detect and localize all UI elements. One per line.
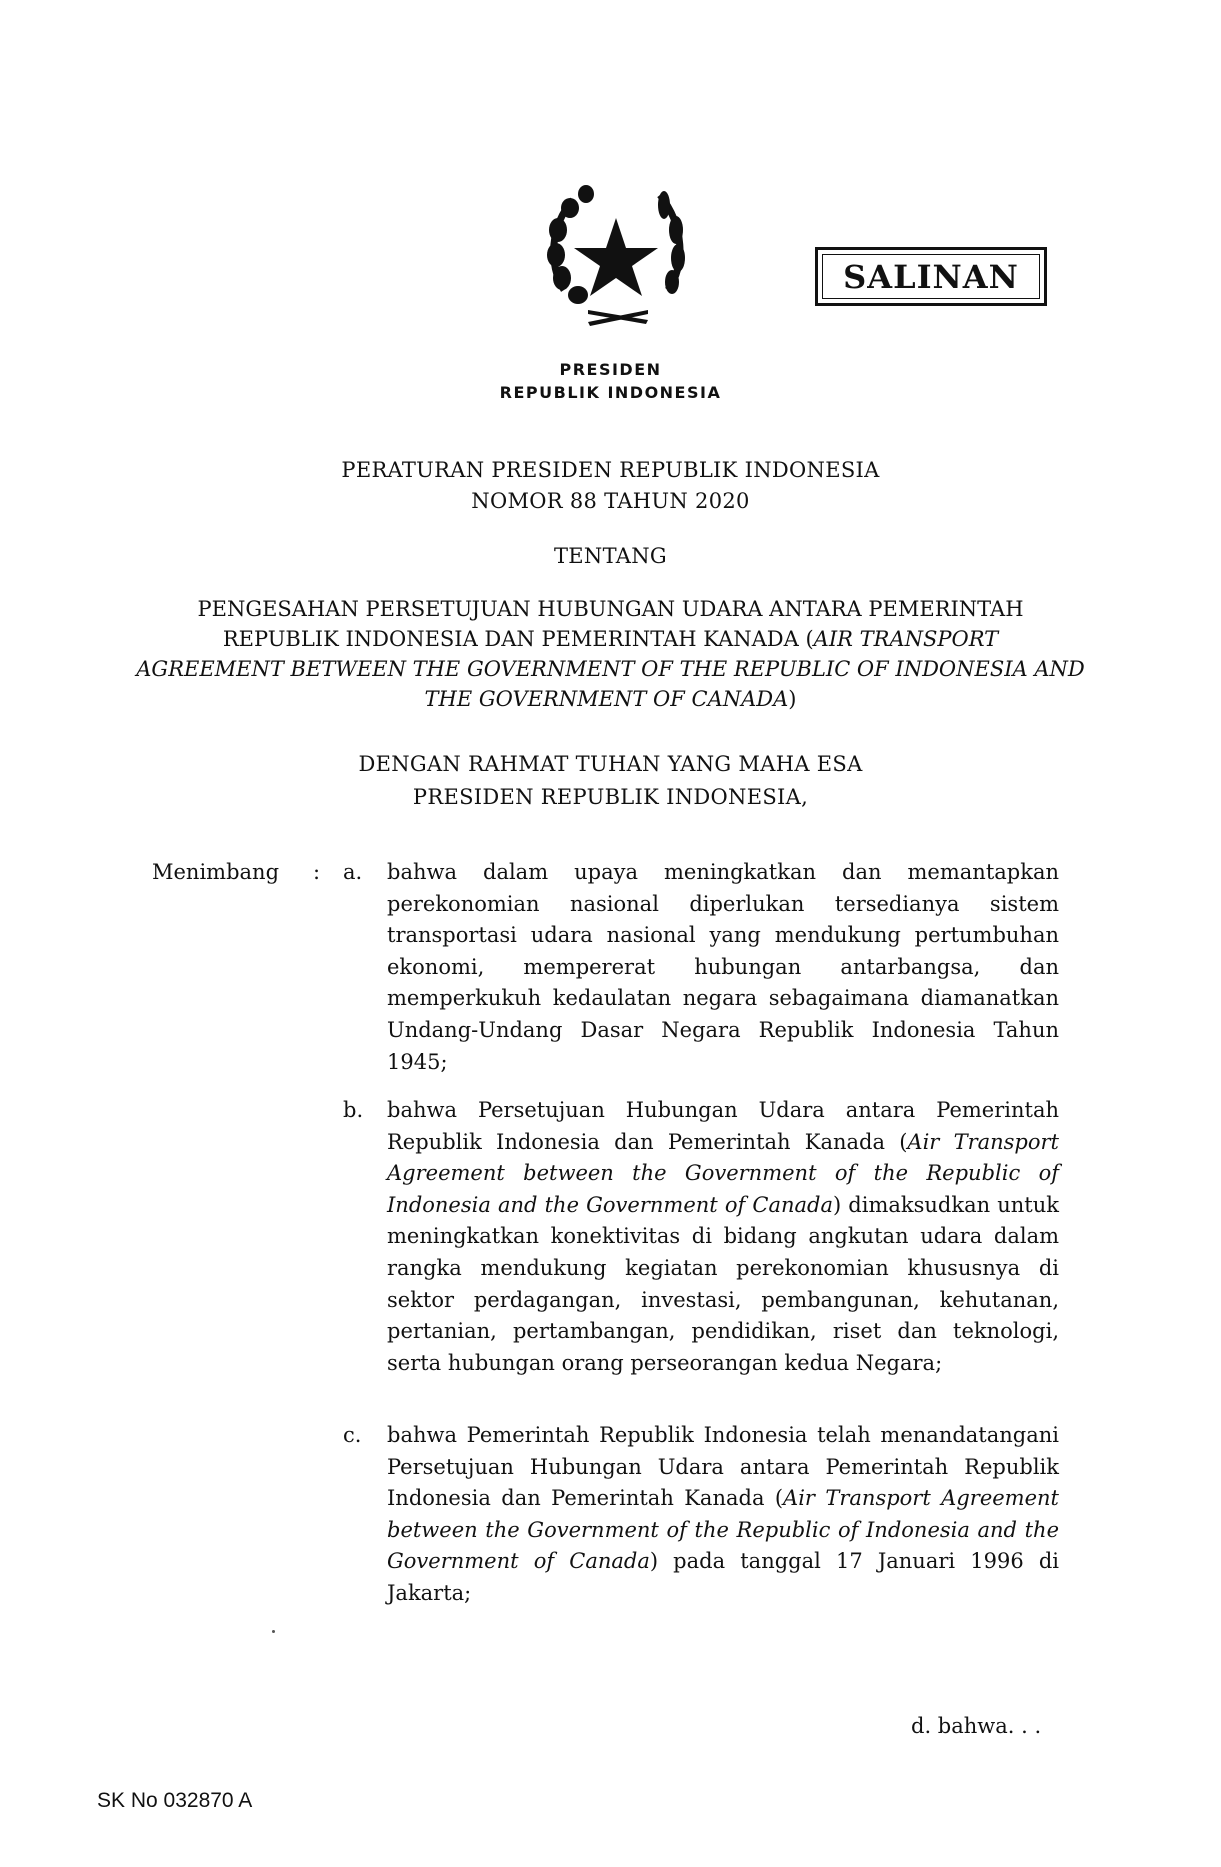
item-b-italic: Air Transport Agreement between the Government of the Republic of Indonesia and the Government of Canada: [387, 1129, 1059, 1217]
subject-line-4-close: ): [788, 687, 797, 711]
subject-line-2: [0, 627, 1221, 651]
regulation-number: NOMOR 88 TAHUN 2020: [471, 489, 750, 513]
item-b-letter: b.: [343, 1098, 364, 1122]
menimbang-colon: :: [313, 860, 321, 884]
regulation-title: PERATURAN PRESIDEN REPUBLIK INDONESIA: [341, 458, 880, 482]
menimbang-label: Menimbang: [152, 860, 280, 884]
item-a-text: bahwa dalam upaya meningkatkan dan memantapkan perekonomian nasional diperlukan tersedianya sistem transportasi udara nasional yang mendukung pertumbuhan ekonomi, mempererat hubungan antarbangsa, dan memperkukuh kedaulatan negara sebagaimana diamanatkan Undang-Undang Dasar Negara Republik Indonesia Tahun 1945;: [387, 860, 1059, 1074]
subject-line-4: [0, 687, 1221, 711]
item-c-text: [387, 1420, 1059, 1610]
item-c-text-part2: ) pada tanggal 17 Januari 1996 di Jakarta;: [387, 1549, 1059, 1605]
item-b-text-part1: bahwa Persetujuan Hubungan Udara antara Pemerintah Republik Indonesia dan Pemerintah Kanada (: [387, 1098, 1059, 1154]
office-line-republik: REPUBLIK INDONESIA: [499, 383, 722, 402]
presidential-emblem: [528, 170, 708, 340]
subject-line-3: AGREEMENT BETWEEN THE GOVERNMENT OF THE REPUBLIC OF INDONESIA AND: [136, 657, 1085, 681]
stamp-label: SALINAN: [843, 257, 1019, 296]
item-a-letter: a.: [343, 860, 363, 884]
next-page-marker: d. bahwa. . .: [911, 1714, 1042, 1738]
tentang-heading: TENTANG: [554, 544, 667, 568]
item-c-text-part1: bahwa Pemerintah Republik Indonesia telah menandatangani Persetujuan Hubungan Udara antara Pemerintah Republik Indonesia dan Pemerintah Kanada (: [387, 1423, 1059, 1511]
subject-line-1: PENGESAHAN PERSETUJUAN HUBUNGAN UDARA ANTARA PEMERINTAH: [197, 597, 1024, 621]
rahmat-line: DENGAN RAHMAT TUHAN YANG MAHA ESA: [358, 752, 863, 776]
scan-speck: [272, 1630, 275, 1633]
presiden-line: PRESIDEN REPUBLIK INDONESIA,: [412, 785, 809, 809]
item-b-text: [387, 1095, 1059, 1379]
item-b-text-part2: ) dimaksudkan untuk meningkatkan konektivitas di bidang angkutan udara dalam rangka mendukung kegiatan perekonomian khususnya di sektor perdagangan, investasi, pembangunan, kehutanan, pertanian, pertambangan, pendidikan, riset dan teknologi, serta hubungan orang perseorangan kedua Negara;: [387, 1192, 1060, 1375]
subject-line-2-italic: AIR TRANSPORT: [813, 627, 999, 651]
office-line-presiden: PRESIDEN: [559, 360, 662, 379]
subject-line-2-normal: REPUBLIK INDONESIA DAN PEMERINTAH KANADA (: [222, 627, 814, 651]
salinan-stamp: [815, 247, 1047, 306]
subject-line-4-italic: THE GOVERNMENT OF CANADA: [424, 687, 789, 711]
document-serial: SK No 032870 A: [97, 1789, 253, 1812]
item-c-letter: c.: [343, 1423, 362, 1447]
item-c-italic: Air Transport Agreement between the Government of the Republic of Indonesia and the Government of Canada: [387, 1486, 1059, 1574]
